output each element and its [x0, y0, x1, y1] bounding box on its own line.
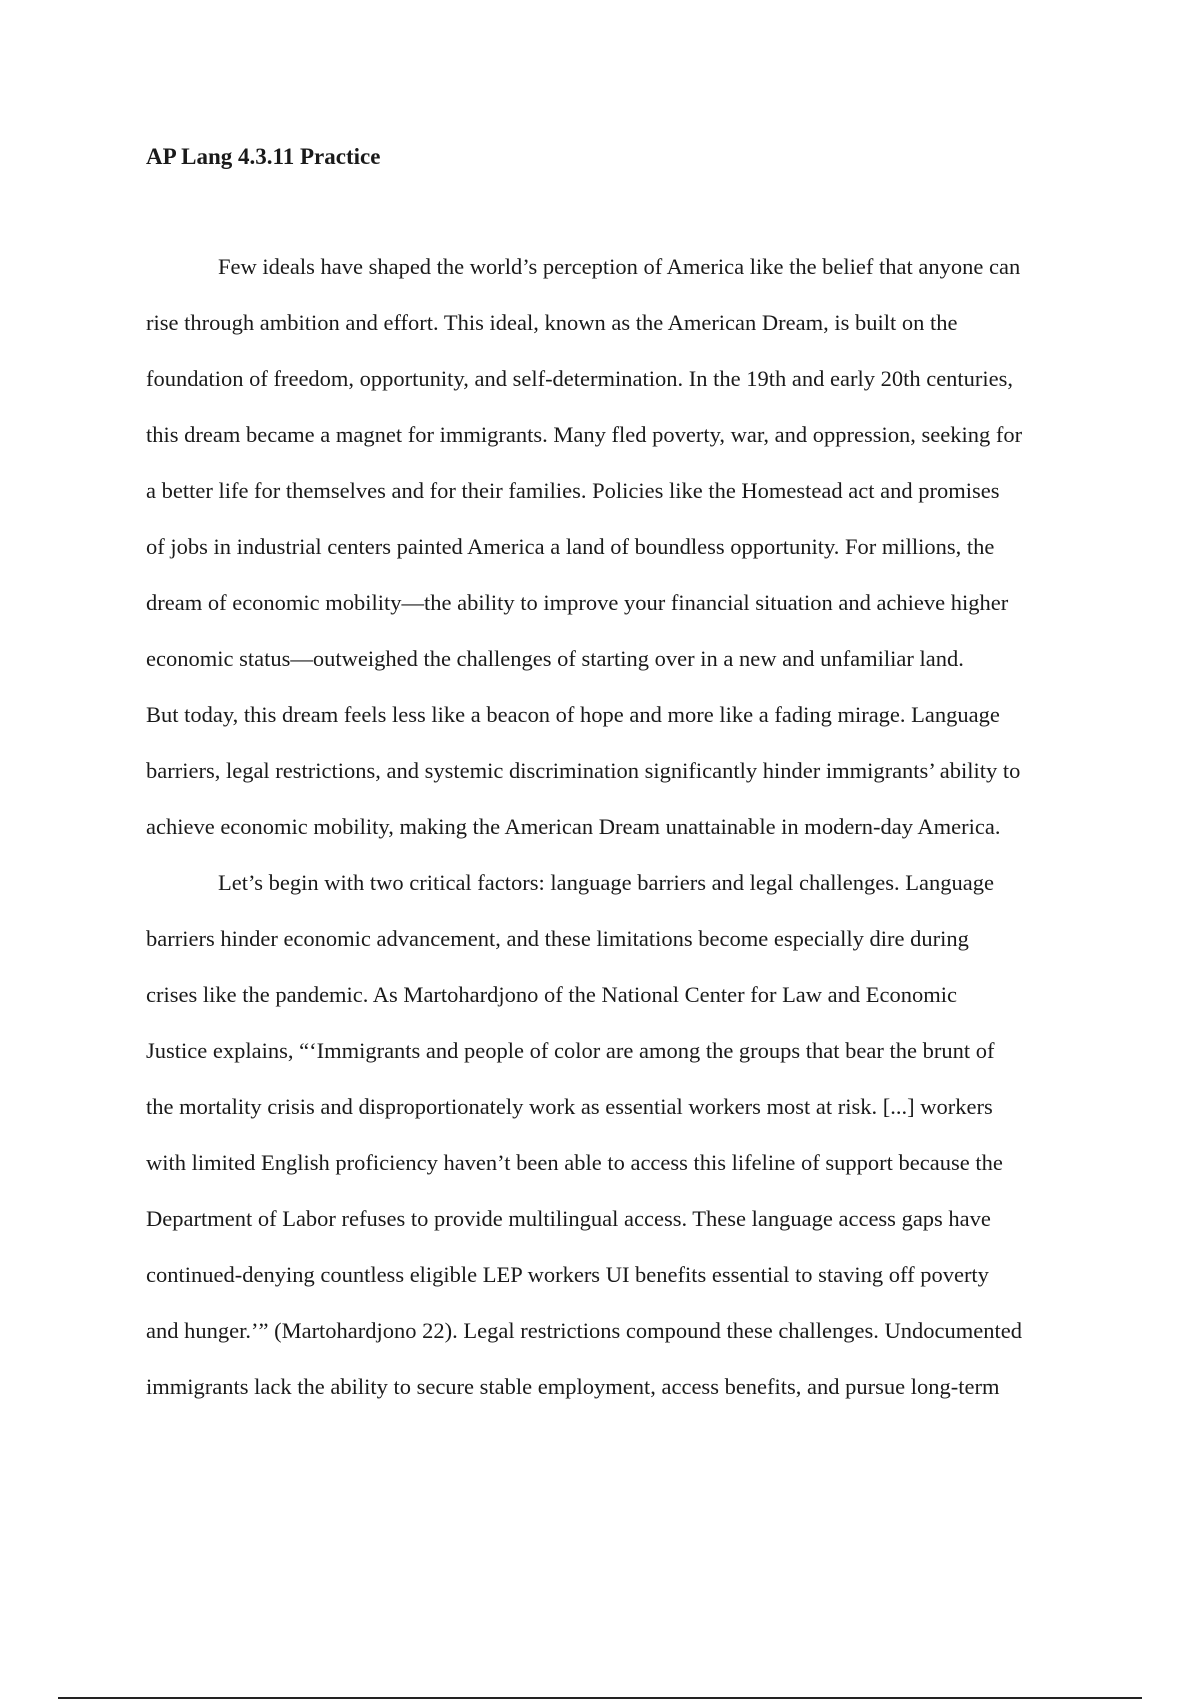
paragraph-line: this dream became a magnet for immigrants. Many fled poverty, war, and oppression, seeking for [146, 422, 1023, 447]
paragraph-line: immigrants lack the ability to secure stable employment, access benefits, and pursue long-term [146, 1374, 1000, 1399]
paragraph-line: Justice explains, “‘Immigrants and people of color are among the groups that bear the brunt of [146, 1038, 995, 1063]
paragraph-line: crises like the pandemic. As Martohardjono of the National Center for Law and Economic [146, 982, 957, 1007]
paragraph-line: of jobs in industrial centers painted America a land of boundless opportunity. For millions, the [146, 534, 995, 559]
paragraph-line: Few ideals have shaped the world’s perception of America like the belief that anyone can [218, 254, 1021, 279]
paragraph-line: rise through ambition and effort. This ideal, known as the American Dream, is built on the [146, 310, 958, 335]
paragraph-line: achieve economic mobility, making the American Dream unattainable in modern-day America. [146, 814, 1001, 839]
paragraph-line: barriers, legal restrictions, and systemic discrimination significantly hinder immigrants’ ability to [146, 758, 1021, 783]
paragraph-line: and hunger.’” (Martohardjono 22). Legal restrictions compound these challenges. Undocumented [146, 1318, 1022, 1343]
document-title: AP Lang 4.3.11 Practice [146, 144, 381, 169]
paragraph-line: Let’s begin with two critical factors: language barriers and legal challenges. Language [218, 870, 994, 895]
paragraph-line: foundation of freedom, opportunity, and self-determination. In the 19th and early 20th centuries, [146, 366, 1014, 391]
paragraph-line: dream of economic mobility—the ability to improve your financial situation and achieve higher [146, 590, 1009, 615]
paragraph-line: with limited English proficiency haven’t been able to access this lifeline of support because the [146, 1150, 1003, 1175]
paragraph-line: a better life for themselves and for their families. Policies like the Homestead act and promises [146, 478, 1000, 503]
page-bottom-rule [58, 1697, 1142, 1699]
paragraph-line: But today, this dream feels less like a beacon of hope and more like a fading mirage. Language [146, 702, 1000, 727]
paragraph-line: the mortality crisis and disproportionately work as essential workers most at risk. [...] workers [146, 1094, 993, 1119]
paragraph-line: continued-denying countless eligible LEP workers UI benefits essential to staving off poverty [146, 1262, 989, 1287]
document-body [146, 252, 1106, 1428]
paragraph-line: Department of Labor refuses to provide multilingual access. These language access gaps have [146, 1206, 991, 1231]
paragraph-line: economic status—outweighed the challenges of starting over in a new and unfamiliar land. [146, 646, 964, 671]
paragraph-line: barriers hinder economic advancement, and these limitations become especially dire during [146, 926, 969, 951]
